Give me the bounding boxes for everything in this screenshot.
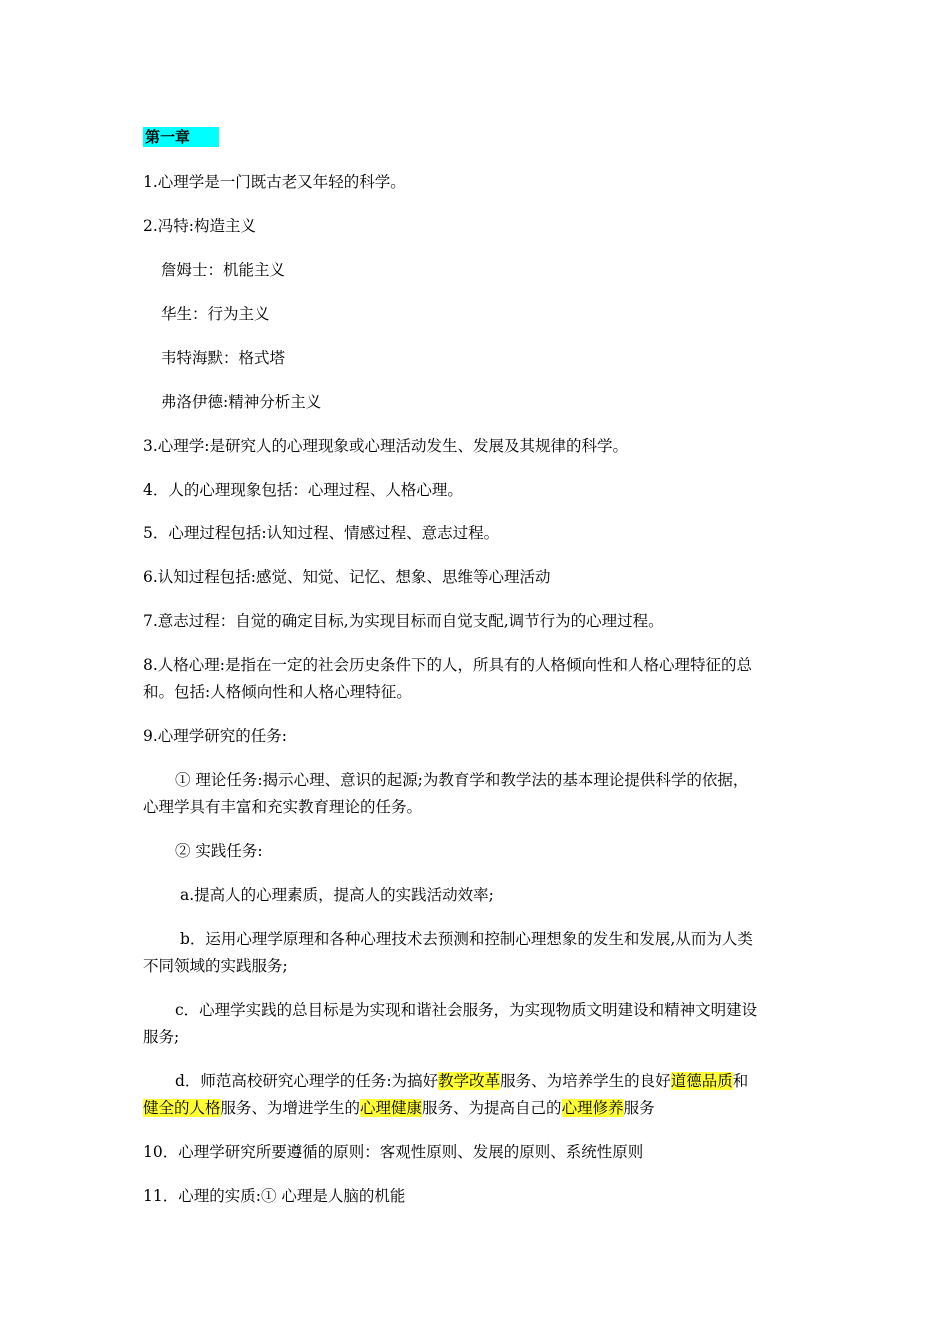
line-james: 詹姆士：机能主义 [161,261,286,279]
line-2: 2.冯特:构造主义 [143,217,257,235]
line-5: 5．心理过程包括:认知过程、情感过程、意志过程。 [143,524,500,542]
line-theory-task-b: 心理学具有丰富和充实教育理论的任务。 [143,798,423,816]
highlight-psych-cultivation: 心理修养 [561,1099,624,1117]
line-10: 10．心理学研究所要遵循的原则：客观性原则、发展的原则、系统性原则 [143,1143,644,1161]
line-item-c2: 服务; [143,1028,180,1046]
line-6: 6.认知过程包括:感觉、知觉、记忆、想象、思维等心理活动 [143,568,551,586]
highlight-teaching-reform: 教学改革 [438,1072,501,1090]
line-practice-task: ② 实践任务: [175,842,263,860]
highlight-sound-personality: 健全的人格 [143,1099,221,1117]
line-item-d2 [143,1098,655,1118]
line-item-b1: b．运用心理学原理和各种心理技术去预测和控制心理想象的发生和发展,从而为人类 [180,930,753,948]
highlight-mental-health: 心理健康 [360,1099,423,1117]
line-11: 11．心理的实质:① 心理是人脑的机能 [143,1187,406,1205]
line-4: 4．人的心理现象包括：心理过程、人格心理。 [143,481,463,499]
item-d-text: 服务、为培养学生的良好 [500,1072,671,1090]
line-freud: 弗洛伊德:精神分析主义 [161,393,322,411]
line-7: 7.意志过程：自觉的确定目标,为实现目标而自觉支配,调节行为的心理过程。 [143,612,664,630]
line-wertheimer: 韦特海默：格式塔 [161,349,286,367]
line-item-c1: c．心理学实践的总目标是为实现和谐社会服务，为实现物质文明建设和精神文明建设 [175,1001,758,1019]
highlight-moral-quality: 道德品质 [670,1072,733,1090]
line-3: 3.心理学:是研究人的心理现象或心理活动发生、发展及其规律的科学。 [143,437,629,455]
item-d-text: 服务、为增进学生的 [220,1099,361,1117]
item-d-text: 服务 [623,1099,655,1117]
item-d-text: d．师范高校研究心理学的任务:为搞好 [175,1072,439,1090]
line-8a: 8.人格心理:是指在一定的社会历史条件下的人，所具有的人格倾向性和人格心理特征的总 [143,656,753,674]
line-watson: 华生：行为主义 [161,305,270,323]
line-8b: 和。包括:人格倾向性和人格心理特征。 [143,683,412,701]
item-d-text: 和 [732,1072,749,1090]
line-1: 1.心理学是一门既古老又年轻的科学。 [143,173,406,191]
chapter-title: 第一章 [145,128,191,146]
line-9: 9.心理学研究的任务: [143,727,288,745]
line-item-b2: 不同领域的实践服务; [143,957,288,975]
line-item-a: a.提高人的心理素质，提高人的实践活动效率; [180,886,494,904]
line-theory-task-a: ① 理论任务:揭示心理、意识的起源;为教育学和教学法的基本理论提供科学的依据， [175,771,749,789]
line-item-d1 [175,1071,748,1091]
item-d-text: 服务、为提高自己的 [422,1099,562,1117]
